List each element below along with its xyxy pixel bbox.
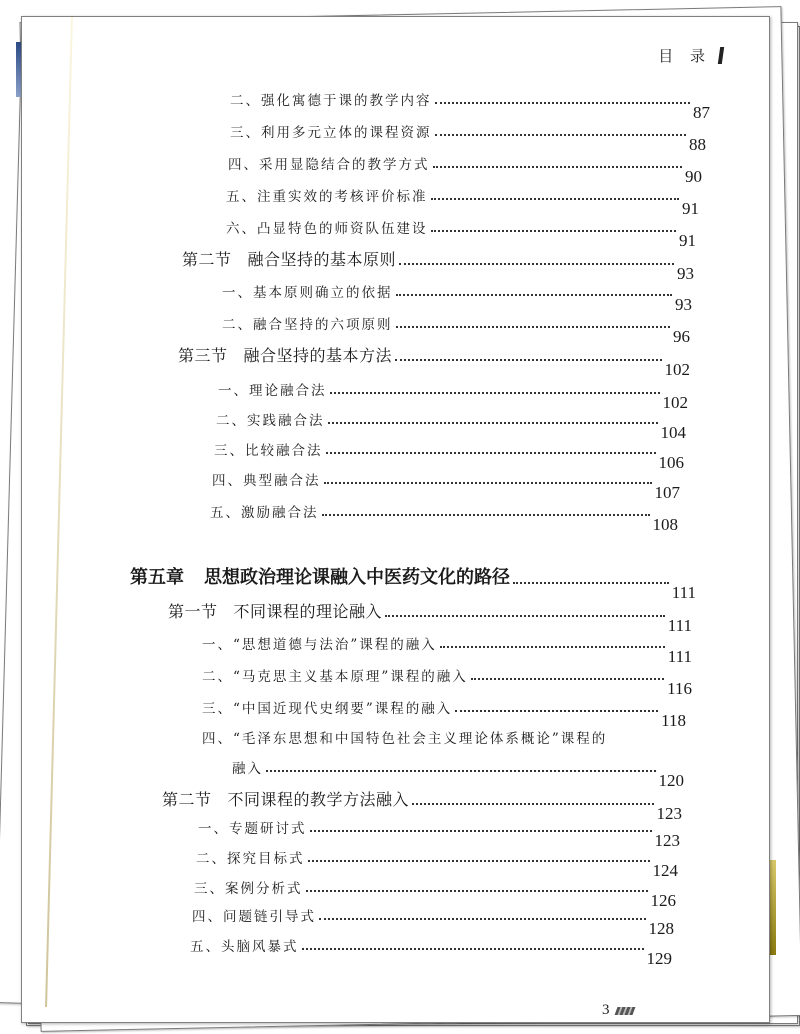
leader-dots (326, 452, 656, 454)
entry-label (168, 599, 382, 622)
chapter-number: 第五章 (130, 567, 184, 588)
leader-dots (385, 615, 665, 617)
entry-page: 129 (646, 949, 672, 968)
entry-label: 五、激励融合法 (210, 505, 319, 521)
toc-entry[interactable] (230, 121, 706, 154)
leader-dots (455, 710, 658, 712)
leader-dots (395, 359, 661, 361)
chapter-title: 思想政治理论课融入中医药文化的路径 (204, 567, 510, 588)
entry-page: 93 (677, 264, 694, 283)
leader-dots (322, 514, 650, 516)
leader-dots (330, 392, 660, 394)
leader-dots (513, 582, 669, 584)
entry-page: 91 (682, 199, 699, 218)
entry-page: 102 (662, 393, 688, 412)
toc-entry[interactable] (162, 787, 682, 823)
leader-dots (431, 198, 680, 200)
entry-page: 111 (667, 616, 692, 635)
toc-entry[interactable] (212, 469, 680, 502)
leader-dots (435, 102, 691, 104)
toc-entry[interactable] (214, 439, 684, 472)
entry-label: 三、比较融合法 (214, 443, 323, 459)
leader-dots (396, 326, 671, 328)
entry-label: 一、理论融合法 (218, 383, 327, 399)
section-title: 融合坚持的基本原则 (247, 250, 397, 269)
page-footer (602, 1002, 634, 1019)
toc-entry[interactable] (222, 281, 692, 314)
leader-dots (396, 294, 673, 296)
section-title: 不同课程的教学方法融入 (227, 790, 410, 809)
leader-dots (324, 482, 652, 484)
entry-label: 四、问题链引导式 (192, 909, 316, 925)
toc-entry[interactable] (202, 633, 692, 666)
entry-page: 96 (673, 327, 690, 346)
toc-entry[interactable] (202, 697, 686, 730)
entry-label (178, 343, 392, 366)
toc-entry-wrapped[interactable] (202, 727, 642, 747)
entry-page: 108 (652, 515, 678, 534)
entry-page: 90 (685, 167, 702, 186)
entry-label: 二、强化寓德于课的教学内容 (230, 93, 432, 109)
toc-entry[interactable] (190, 935, 672, 968)
entry-page: 118 (661, 711, 686, 730)
section-number: 第二节 (162, 790, 212, 809)
leader-dots (266, 770, 656, 772)
entry-label: 五、注重实效的考核评价标准 (226, 189, 428, 205)
section-number: 第三节 (178, 346, 228, 365)
entry-page: 91 (679, 231, 696, 250)
entry-label: 一、“思想道德与法治”课程的融入 (202, 637, 437, 653)
entry-page: 93 (675, 295, 692, 314)
entry-label: 二、融合坚持的六项原则 (222, 317, 393, 333)
toc-entry[interactable] (218, 379, 688, 412)
toc-entry[interactable] (222, 313, 690, 346)
entry-label: 二、探究目标式 (196, 851, 305, 867)
section-number: 第一节 (168, 602, 218, 621)
footer-ornament-icon (614, 1007, 635, 1015)
toc-entry[interactable] (182, 247, 694, 283)
leader-dots (471, 678, 664, 680)
entry-label: 二、实践融合法 (216, 413, 325, 429)
leader-dots (310, 830, 652, 832)
entry-page: 123 (656, 804, 682, 823)
entry-page: 124 (652, 861, 678, 880)
entry-page: 126 (650, 891, 676, 910)
section-number: 第二节 (182, 250, 232, 269)
entry-page: 88 (689, 135, 706, 154)
entry-label (162, 787, 409, 810)
entry-label (182, 247, 396, 270)
entry-label: 三、案例分析式 (194, 881, 303, 897)
entry-label: 一、基本原则确立的依据 (222, 285, 393, 301)
leader-dots (412, 803, 653, 805)
header-title: 目 录 (658, 47, 711, 65)
leader-dots (319, 918, 646, 920)
entry-page: 107 (654, 483, 680, 502)
entry-label: 五、头脑风暴式 (190, 939, 299, 955)
leader-dots (440, 646, 665, 648)
entry-page: 87 (693, 103, 710, 122)
toc-page (21, 16, 770, 1023)
toc-entry[interactable] (230, 89, 710, 122)
leader-dots (302, 948, 644, 950)
entry-page: 123 (654, 831, 680, 850)
toc-entry[interactable] (216, 409, 686, 442)
entry-label: 四、典型融合法 (212, 473, 321, 489)
toc-entry[interactable] (178, 343, 690, 379)
page-number: 3 (602, 1002, 610, 1018)
toc-entry[interactable] (198, 817, 680, 850)
leader-dots (399, 263, 674, 265)
entry-page: 111 (667, 647, 692, 666)
toc-entry-chapter[interactable] (130, 563, 696, 602)
toc-entry[interactable] (202, 665, 692, 698)
leader-dots (433, 166, 683, 168)
section-title: 融合坚持的基本方法 (243, 346, 393, 365)
entry-page: 120 (658, 771, 684, 790)
entry-page: 116 (667, 679, 692, 698)
leader-dots (435, 134, 687, 136)
leader-dots (328, 422, 658, 424)
toc-entry[interactable] (196, 847, 678, 880)
entry-page: 128 (648, 919, 674, 938)
toc-entry[interactable] (192, 905, 674, 938)
section-title: 不同课程的理论融入 (233, 602, 383, 621)
toc-entry[interactable] (194, 877, 676, 910)
entry-label: 融入 (232, 761, 263, 777)
entry-page: 104 (660, 423, 686, 442)
toc-entry[interactable] (226, 185, 699, 218)
entry-label: 三、利用多元立体的课程资源 (230, 125, 432, 141)
toc-entry[interactable] (226, 217, 696, 250)
leader-dots (431, 230, 677, 232)
toc-entry[interactable] (168, 599, 692, 635)
leader-dots (308, 860, 650, 862)
entry-label: 四、“毛泽东思想和中国特色社会主义理论体系概论”课程的 (202, 731, 608, 747)
entry-label (130, 563, 510, 589)
toc-entry-continuation[interactable] (232, 757, 684, 790)
entry-page: 111 (671, 583, 696, 602)
toc-entry[interactable] (210, 501, 678, 534)
entry-label: 一、专题研讨式 (198, 821, 307, 837)
entry-page: 102 (664, 360, 690, 379)
entry-page: 106 (658, 453, 684, 472)
entry-label: 二、“马克思主义基本原理”课程的融入 (202, 669, 468, 685)
entry-label: 三、“中国近现代史纲要”课程的融入 (202, 701, 453, 717)
toc-entry[interactable] (228, 153, 702, 186)
leader-dots (306, 890, 648, 892)
entry-label: 六、凸显特色的师资队伍建设 (226, 221, 428, 237)
entry-label: 四、采用显隐结合的教学方式 (228, 157, 430, 173)
table-of-contents (22, 17, 769, 1022)
